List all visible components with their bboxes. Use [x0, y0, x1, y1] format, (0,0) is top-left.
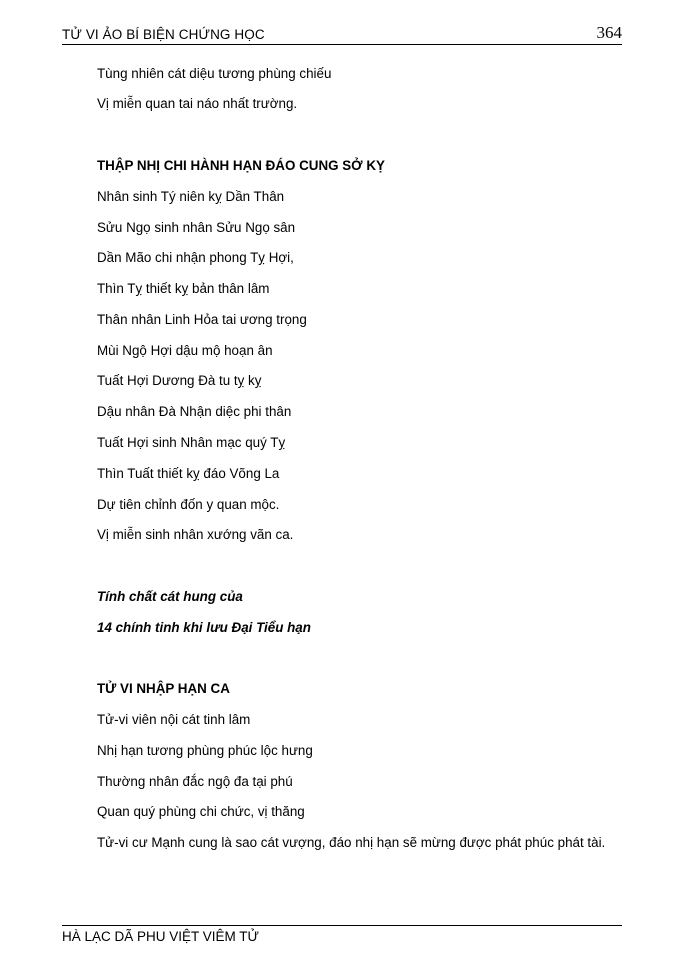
section-heading: TỬ VI NHẬP HẠN CA: [97, 681, 230, 696]
verse-line: Vị miễn sinh nhân xướng vãn ca.: [97, 527, 294, 542]
verse-line: Mùi Ngộ Hợi dậu mộ hoạn ân: [97, 343, 273, 358]
verse-line: Dậu nhân Đà Nhận diệc phi thân: [97, 404, 292, 419]
verse-line: Nhị hạn tương phùng phúc lộc hưng: [97, 743, 313, 758]
subsection-heading: 14 chính tinh khi lưu Đại Tiểu hạn: [97, 620, 311, 635]
verse-line: Tuất Hợi Dương Đà tu tỵ kỵ: [97, 373, 262, 388]
footer-text: HÀ LẠC DÃ PHU VIỆT VIÊM TỬ: [62, 929, 260, 944]
verse-line: Tùng nhiên cát diệu tương phùng chiếu: [97, 66, 332, 81]
page-number: 364: [596, 23, 622, 42]
verse-line: Quan quý phùng chi chức, vị thăng: [97, 804, 305, 819]
verse-line: Vị miễn quan tai náo nhất trường.: [97, 96, 298, 111]
page-header: [62, 23, 622, 45]
verse-line: Thìn Tỵ thiết kỵ bản thân lâm: [97, 281, 270, 296]
body-paragraph: Tử-vi cư Mạnh cung là sao cát vượng, đáo nhị hạn sẽ mừng được phát phúc phát tài.: [97, 835, 606, 850]
verse-line: Dần Mão chi nhận phong Tỵ Hợi,: [97, 250, 294, 265]
verse-line: Sửu Ngọ sinh nhân Sửu Ngọ sân: [97, 220, 296, 235]
verse-line: Dự tiên chỉnh đốn y quan mộc.: [97, 497, 280, 512]
section-heading: THẬP NHỊ CHI HÀNH HẠN ĐÁO CUNG SỞ KỴ: [97, 158, 385, 173]
header-title: TỬ VI ẢO BÍ BIỆN CHỨNG HỌC: [62, 27, 265, 42]
verse-line: Tử-vi viên nội cát tinh lâm: [97, 712, 251, 727]
verse-line: Thìn Tuất thiết kỵ đáo Võng La: [97, 466, 280, 481]
verse-line: Nhân sinh Tý niên kỵ Dần Thân: [97, 189, 285, 204]
verse-line: Tuất Hợi sinh Nhân mạc quý Tỵ: [97, 435, 286, 450]
verse-line: Thường nhân đắc ngộ đa tại phú: [97, 774, 293, 789]
page-footer: [62, 925, 622, 946]
subsection-heading: Tính chất cát hung của: [97, 589, 243, 604]
verse-line: Thân nhân Linh Hỏa tai ương trọng: [97, 312, 307, 327]
